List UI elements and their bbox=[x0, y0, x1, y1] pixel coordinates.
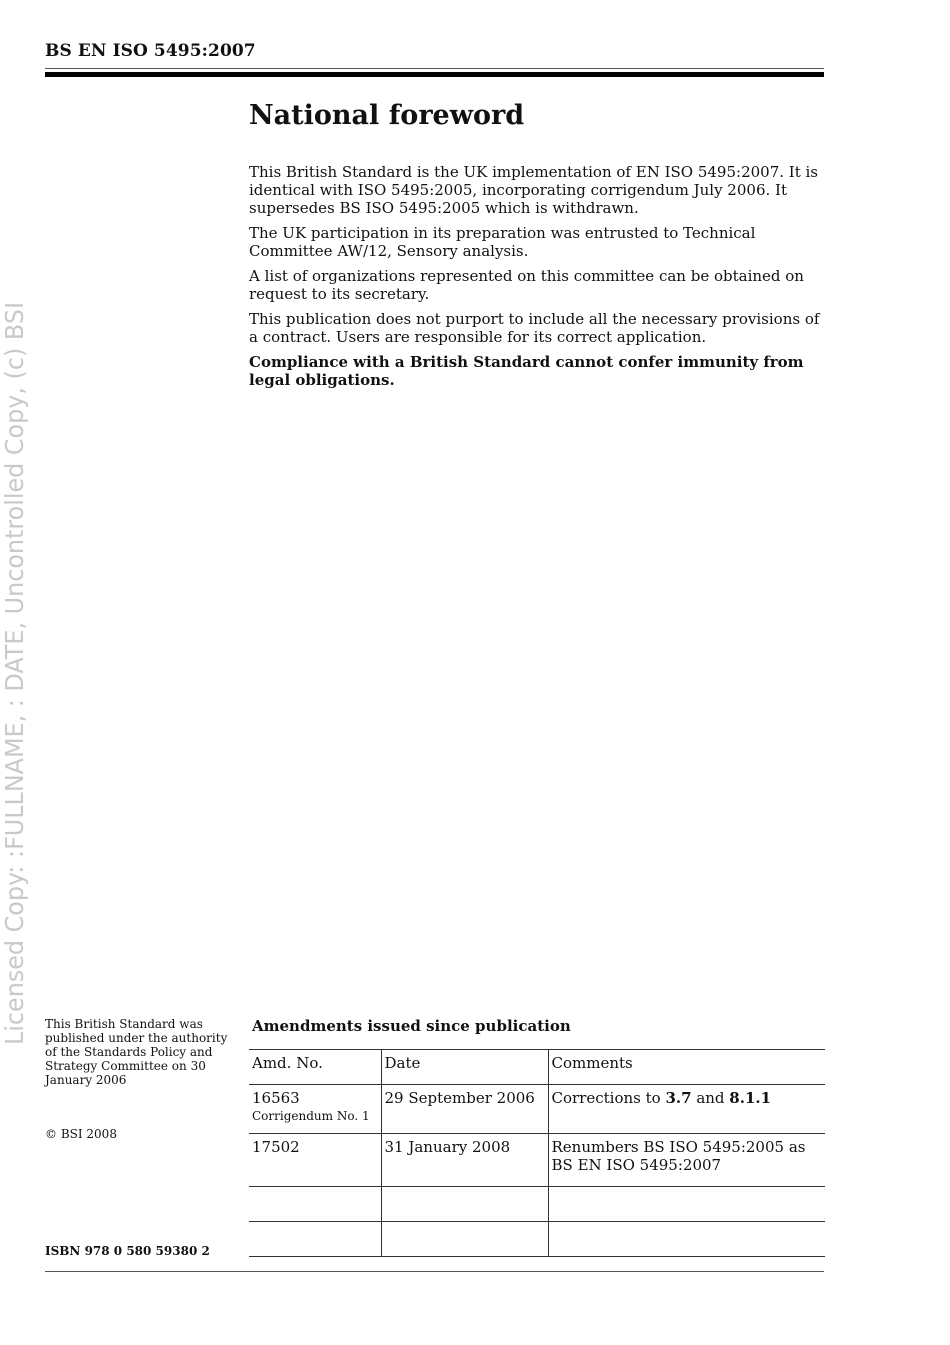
comment-cell bbox=[548, 1085, 825, 1134]
header-rule-thin bbox=[45, 68, 824, 69]
footer-rule bbox=[45, 1271, 824, 1272]
foreword-paragraph: This publication does not purport to include all the necessary provisions of a contract. Users are responsible for its correct application. bbox=[249, 310, 820, 346]
comment-text: Corrections to bbox=[551, 1089, 666, 1107]
date-cell: 31 January 2008 bbox=[381, 1134, 548, 1187]
column-header: Amd. No. bbox=[252, 1054, 323, 1072]
amd-no: 16563 bbox=[252, 1089, 300, 1107]
compliance-statement: Compliance with a British Standard cannot confer immunity from legal obligations. bbox=[249, 353, 804, 389]
amd-no-cell bbox=[249, 1085, 381, 1134]
clause-ref: 8.1.1 bbox=[729, 1089, 772, 1107]
publication-authority: This British Standard was published under the authority of the Standards Policy and Strategy Committee on 30 January 2006 bbox=[45, 1017, 228, 1087]
comment-cell: Renumbers BS ISO 5495:2005 as BS EN ISO 5495:2007 bbox=[548, 1134, 825, 1187]
isbn: ISBN 978 0 580 59380 2 bbox=[45, 1244, 210, 1258]
table-row bbox=[249, 1134, 825, 1187]
amendments-title: Amendments issued since publication bbox=[252, 1017, 571, 1035]
foreword-paragraph: This British Standard is the UK implementation of EN ISO 5495:2007. It is identical with ISO 5495:2005, incorporating corrigendum July 2006. It supersedes BS ISO 5495:2005 which is withdrawn. bbox=[249, 163, 819, 217]
copyright: © BSI 2008 bbox=[45, 1127, 117, 1141]
column-header: Comments bbox=[548, 1050, 825, 1085]
document-id: BS EN ISO 5495:2007 bbox=[45, 41, 256, 61]
table-header-row bbox=[249, 1050, 825, 1085]
table-row bbox=[249, 1085, 825, 1134]
amd-sub: Corrigendum No. 1 bbox=[252, 1109, 370, 1123]
amendments-table bbox=[249, 1049, 825, 1257]
date-cell: 29 September 2006 bbox=[381, 1085, 548, 1134]
foreword-paragraph: A list of organizations represented on this committee can be obtained on request to its secretary. bbox=[249, 267, 804, 303]
table-row bbox=[249, 1222, 825, 1257]
foreword-body bbox=[249, 163, 827, 396]
foreword-paragraph: The UK participation in its preparation was entrusted to Technical Committee AW/12, Sensory analysis. bbox=[249, 224, 756, 260]
column-header: Date bbox=[381, 1050, 548, 1085]
header-rule-thick bbox=[45, 72, 824, 77]
comment-text: and bbox=[691, 1089, 730, 1107]
amd-no-cell: 17502 bbox=[252, 1138, 300, 1156]
table-row bbox=[249, 1187, 825, 1222]
page-title: National foreword bbox=[249, 100, 525, 131]
watermark-text: Licensed Copy: :FULLNAME, : DATE, Uncontrolled Copy, (c) BSI bbox=[0, 266, 29, 1045]
clause-ref: 3.7 bbox=[665, 1089, 692, 1107]
